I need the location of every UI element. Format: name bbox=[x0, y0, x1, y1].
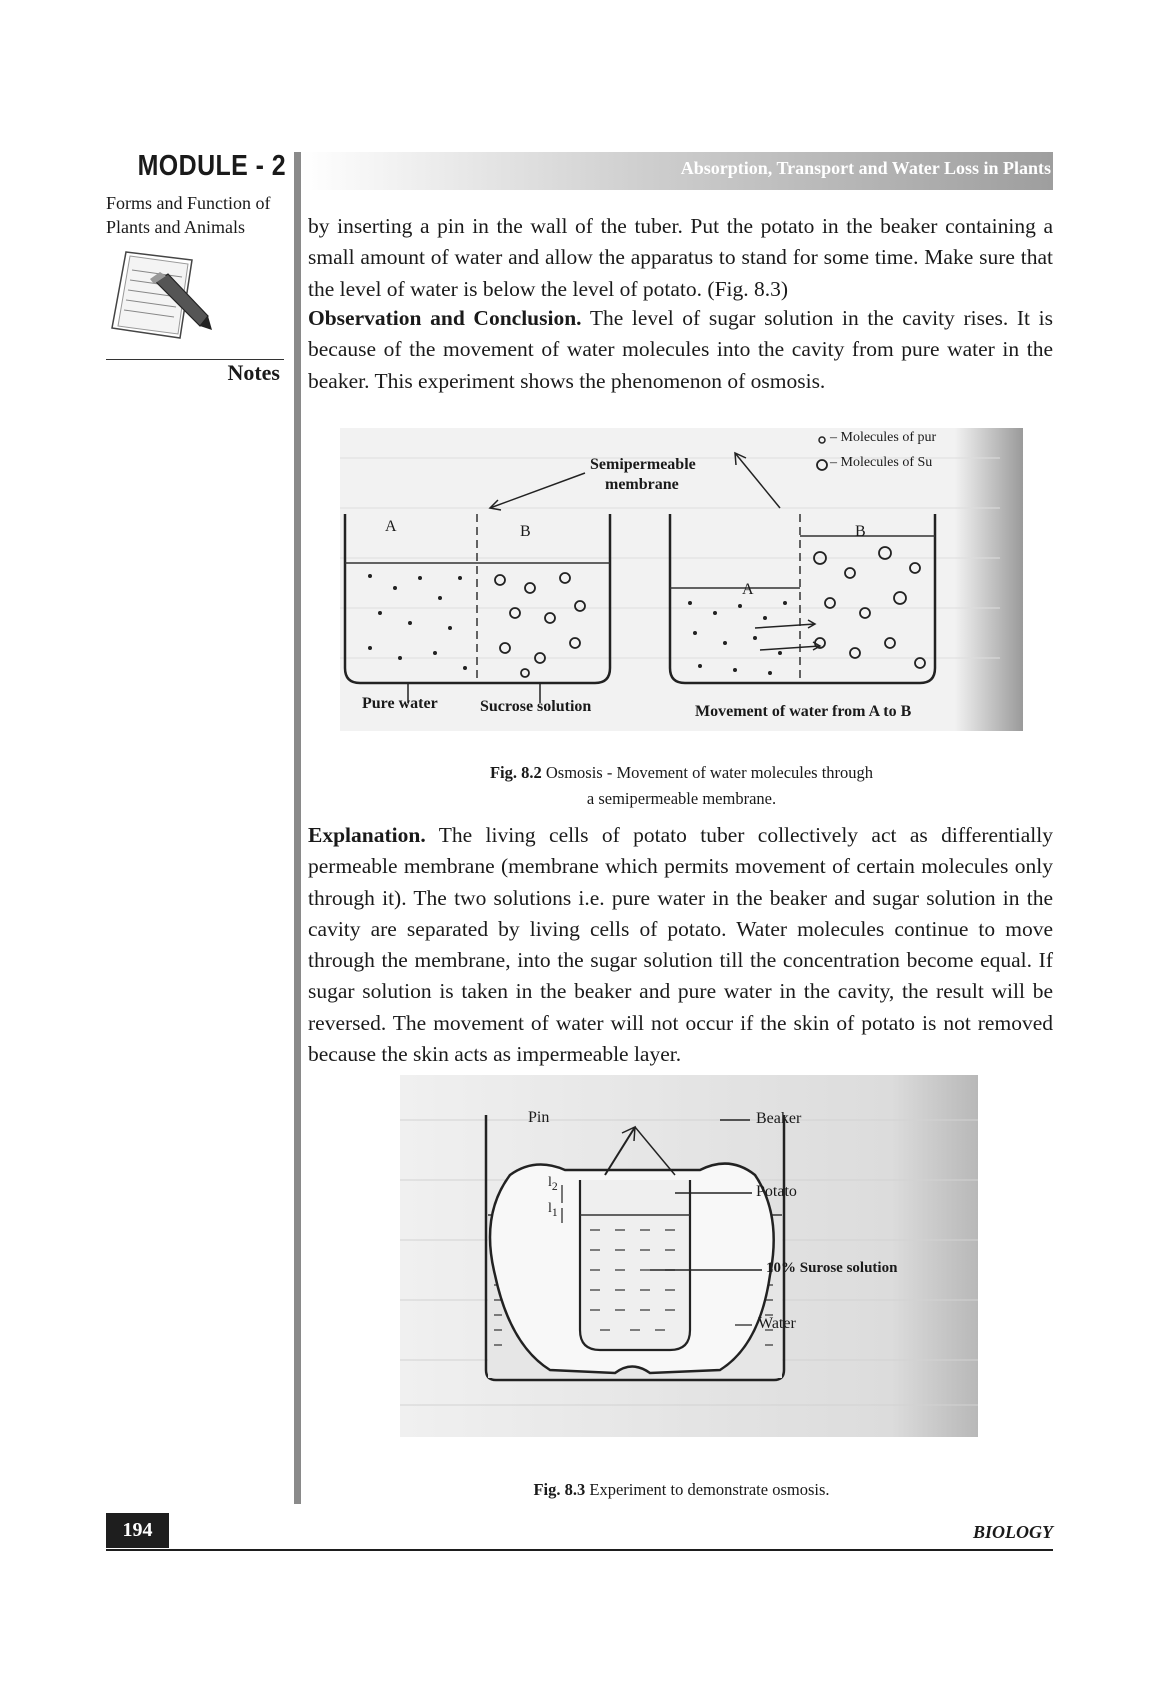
figure-8-2 bbox=[340, 428, 1023, 731]
explanation-text: The living cells of potato tuber collectively act as differentially permeable membrane (membrane which permits movement of certain molecules only through it). The two solutions i.e. pure water in the beaker and sugar solution in the cavity are separated by living cells of potato. Water molecules continue to move through the membrane, into the sugar solution till the concentration become equal. If sugar solution is taken in the beaker and pure water in the cavity, the result will be reversed. The movement of water will not occur if the skin of potato is not removed because the skin acts as impermeable layer. bbox=[308, 823, 1053, 1067]
fig82-caption-label: Fig. 8.2 bbox=[489, 763, 542, 782]
paragraph-explanation bbox=[308, 820, 1053, 1070]
figure-8-3 bbox=[400, 1075, 978, 1437]
observation-heading: Observation and Conclusion. bbox=[308, 306, 582, 330]
module-subtitle: Forms and Function of Plants and Animals bbox=[106, 193, 271, 237]
footer-subject: BIOLOGY bbox=[973, 1522, 1053, 1542]
fig83-caption bbox=[340, 1477, 1023, 1503]
fig82-legend-pure: – Molecules of pur bbox=[830, 430, 937, 445]
fig82-caption-line2: a semipermeable membrane. bbox=[586, 789, 777, 808]
module-title: MODULE - 2 bbox=[137, 150, 286, 182]
fig83-label-beaker: Beaker bbox=[756, 1110, 802, 1127]
fig83-label-potato: Potato bbox=[756, 1183, 797, 1200]
fig83-caption-label: Fig. 8.3 bbox=[533, 1480, 586, 1499]
notes-label: Notes bbox=[227, 360, 280, 385]
fig83-l1-sub: 1 bbox=[551, 1205, 558, 1219]
fig82-label-a-right: A bbox=[742, 581, 754, 598]
fig83-label-sugar: 10% Surose solution bbox=[766, 1260, 898, 1276]
fig82-label-b-left: B bbox=[520, 523, 531, 540]
fig83-l1-letter: l bbox=[548, 1201, 552, 1216]
paragraph-intro: by inserting a pin in the wall of the tuber. Put the potato in the beaker containing a small amount of water and allow the apparatus to stand for some time. Make sure that the level of water is below the level of potato. (Fig. 8.3) bbox=[308, 214, 1053, 301]
fig83-label-water: Water bbox=[758, 1315, 796, 1332]
fig83-l2-sub: 2 bbox=[551, 1179, 558, 1193]
fig83-label-l1 bbox=[548, 1201, 558, 1219]
fig82-legend-sugar: – Molecules of Su bbox=[830, 455, 933, 470]
potato-osmometer-diagram bbox=[400, 1075, 978, 1437]
footer-rule bbox=[106, 1549, 1053, 1551]
fig83-l2-letter: l bbox=[548, 1175, 552, 1190]
chapter-header-title: Absorption, Transport and Water Loss in Plants bbox=[680, 158, 1051, 178]
fig82-label-sucrose: Sucrose solution bbox=[480, 698, 592, 715]
fig83-caption-text: Experiment to demonstrate osmosis. bbox=[585, 1480, 830, 1499]
observation-text: The level of sugar solution in the cavity rises. It is because of the movement of water molecules into the cavity from pure water in the beaker. This experiment shows the phenomenon of osmosis. bbox=[308, 306, 1053, 393]
notes-pencil-icon bbox=[108, 246, 218, 342]
paragraph-observation bbox=[308, 303, 1053, 397]
fig82-caption-line1 bbox=[340, 760, 1023, 786]
fig82-label-movement: Movement of water from A to B bbox=[695, 703, 912, 720]
fig82-label-b-right: B bbox=[855, 523, 866, 540]
fig82-label-membrane: membrane bbox=[605, 476, 679, 493]
fig82-label-a-left: A bbox=[385, 518, 397, 535]
explanation-heading: Explanation. bbox=[308, 823, 426, 847]
fig82-label-semipermeable: Semipermeable bbox=[590, 456, 696, 473]
fig83-label-pin: Pin bbox=[528, 1109, 550, 1126]
fig82-caption-text: Osmosis - Movement of water molecules through bbox=[541, 763, 874, 782]
fig83-label-l2 bbox=[548, 1175, 558, 1193]
page-number: 194 bbox=[106, 1513, 169, 1548]
margin-divider-bar bbox=[294, 152, 301, 1504]
fig82-label-pure-water: Pure water bbox=[362, 695, 438, 712]
